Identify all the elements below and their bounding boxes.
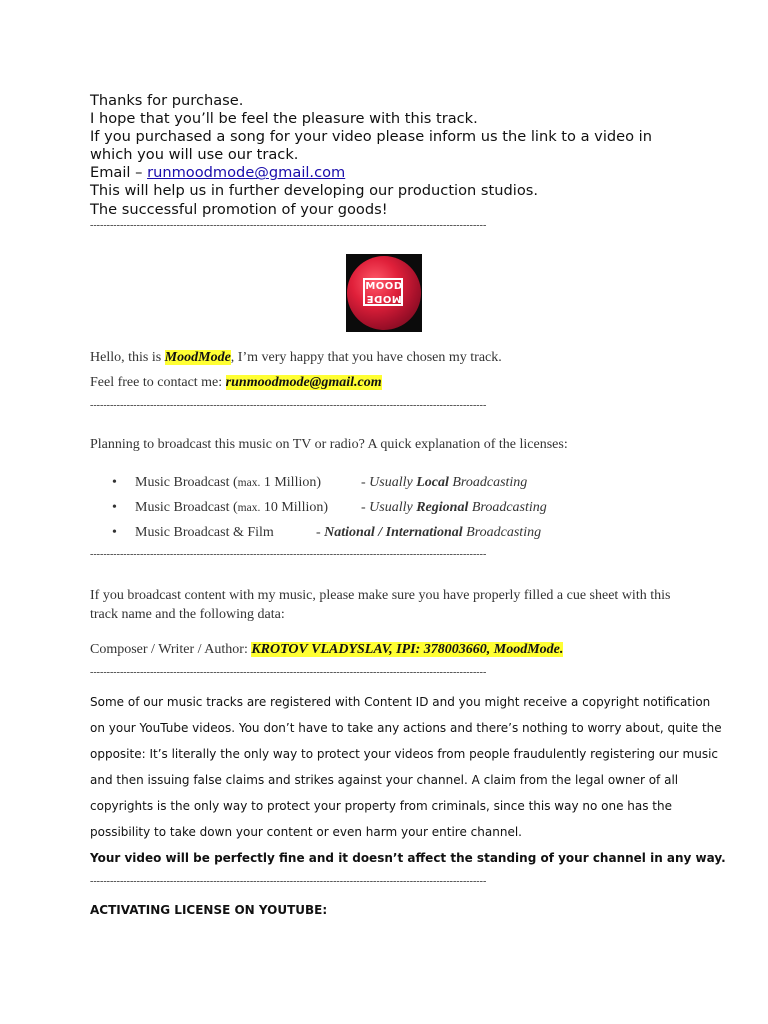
content-id-line: copyrights is the only way to protect your property from criminals, since this way no one has the: [90, 799, 672, 813]
composer-line: [90, 642, 563, 658]
bullet-icon: •: [112, 500, 117, 515]
cue-line: track name and the following data:: [90, 607, 285, 622]
intro-line: If you purchased a song for your video please inform us the link to a video in: [90, 128, 652, 146]
email-label: Email –: [90, 164, 148, 182]
intro-line: I hope that you’ll be feel the pleasure with this track.: [90, 110, 478, 128]
composer-label: Composer / Writer / Author:: [90, 642, 252, 657]
content-id-line: opposite: It’s literally the only way to protect your videos from people fraudulently registering our music: [90, 747, 718, 761]
divider: -----------------------------------------------------------------------------------------------------------------------: [90, 549, 487, 560]
contact-email[interactable]: runmoodmode@gmail.com: [225, 375, 382, 390]
contact-line: [90, 375, 382, 391]
hello-prefix: Hello, this is: [90, 350, 165, 365]
composer-value: KROTOV VLADYSLAV, IPI: 378003660, MoodMode.: [251, 642, 564, 657]
activating-heading: ACTIVATING LICENSE ON YOUTUBE:: [90, 903, 328, 917]
intro-line: The successful promotion of your goods!: [90, 200, 388, 218]
cue-line: If you broadcast content with my music, please make sure you have properly filled a cue sheet with this: [90, 588, 671, 603]
email-link[interactable]: runmoodmode@gmail.com: [147, 164, 346, 182]
content-id-block: [90, 689, 726, 871]
cue-text: [90, 586, 670, 624]
license-name: Music Broadcast (max. 1 Million): [135, 475, 322, 490]
intro-line: Thanks for purchase.: [90, 92, 244, 109]
contact-prefix: Feel free to contact me:: [90, 375, 226, 390]
divider: -----------------------------------------------------------------------------------------------------------------------: [90, 667, 487, 678]
email-line: [90, 164, 690, 182]
bullet-icon: •: [112, 525, 117, 540]
logo-text-bottom: MODE: [366, 293, 402, 304]
intro-line: which you will use our track.: [90, 146, 299, 164]
license-name: Music Broadcast & Film: [135, 525, 274, 540]
content-id-line: Some of our music tracks are registered with Content ID and you might receive a copyright notification: [90, 695, 711, 709]
license-desc: - National / International Broadcasting: [316, 525, 542, 540]
divider: -----------------------------------------------------------------------------------------------------------------------: [90, 220, 487, 231]
license-desc: - Usually Local Broadcasting: [361, 475, 528, 490]
divider: -----------------------------------------------------------------------------------------------------------------------: [90, 876, 487, 887]
license-name: Music Broadcast (max. 10 Million): [135, 500, 329, 515]
hello-line: [90, 350, 502, 366]
moodmode-logo: [346, 254, 422, 332]
brand-name: MoodMode: [164, 350, 231, 365]
licenses-intro: Planning to broadcast this music on TV or radio? A quick explanation of the licenses:: [90, 437, 568, 452]
intro-line: This will help us in further developing our production studios.: [90, 182, 538, 200]
divider: -----------------------------------------------------------------------------------------------------------------------: [90, 400, 487, 411]
content-id-line: on your YouTube videos. You don’t have to take any actions and there’s nothing to worry about, quite the: [90, 721, 722, 735]
content-id-line: and then issuing false claims and strikes against your channel. A claim from the legal owner of all: [90, 773, 679, 787]
logo-text-top: MOOD: [365, 281, 403, 292]
hello-suffix: , I’m very happy that you have chosen my track.: [230, 350, 502, 365]
content-id-bold-line: Your video will be perfectly fine and it doesn’t affect the standing of your channel in any way.: [90, 851, 726, 865]
intro-block: [90, 92, 690, 219]
content-id-line: possibility to take down your content or even harm your entire channel.: [90, 825, 522, 839]
bullet-icon: •: [112, 475, 117, 490]
license-desc: - Usually Regional Broadcasting: [361, 500, 547, 515]
